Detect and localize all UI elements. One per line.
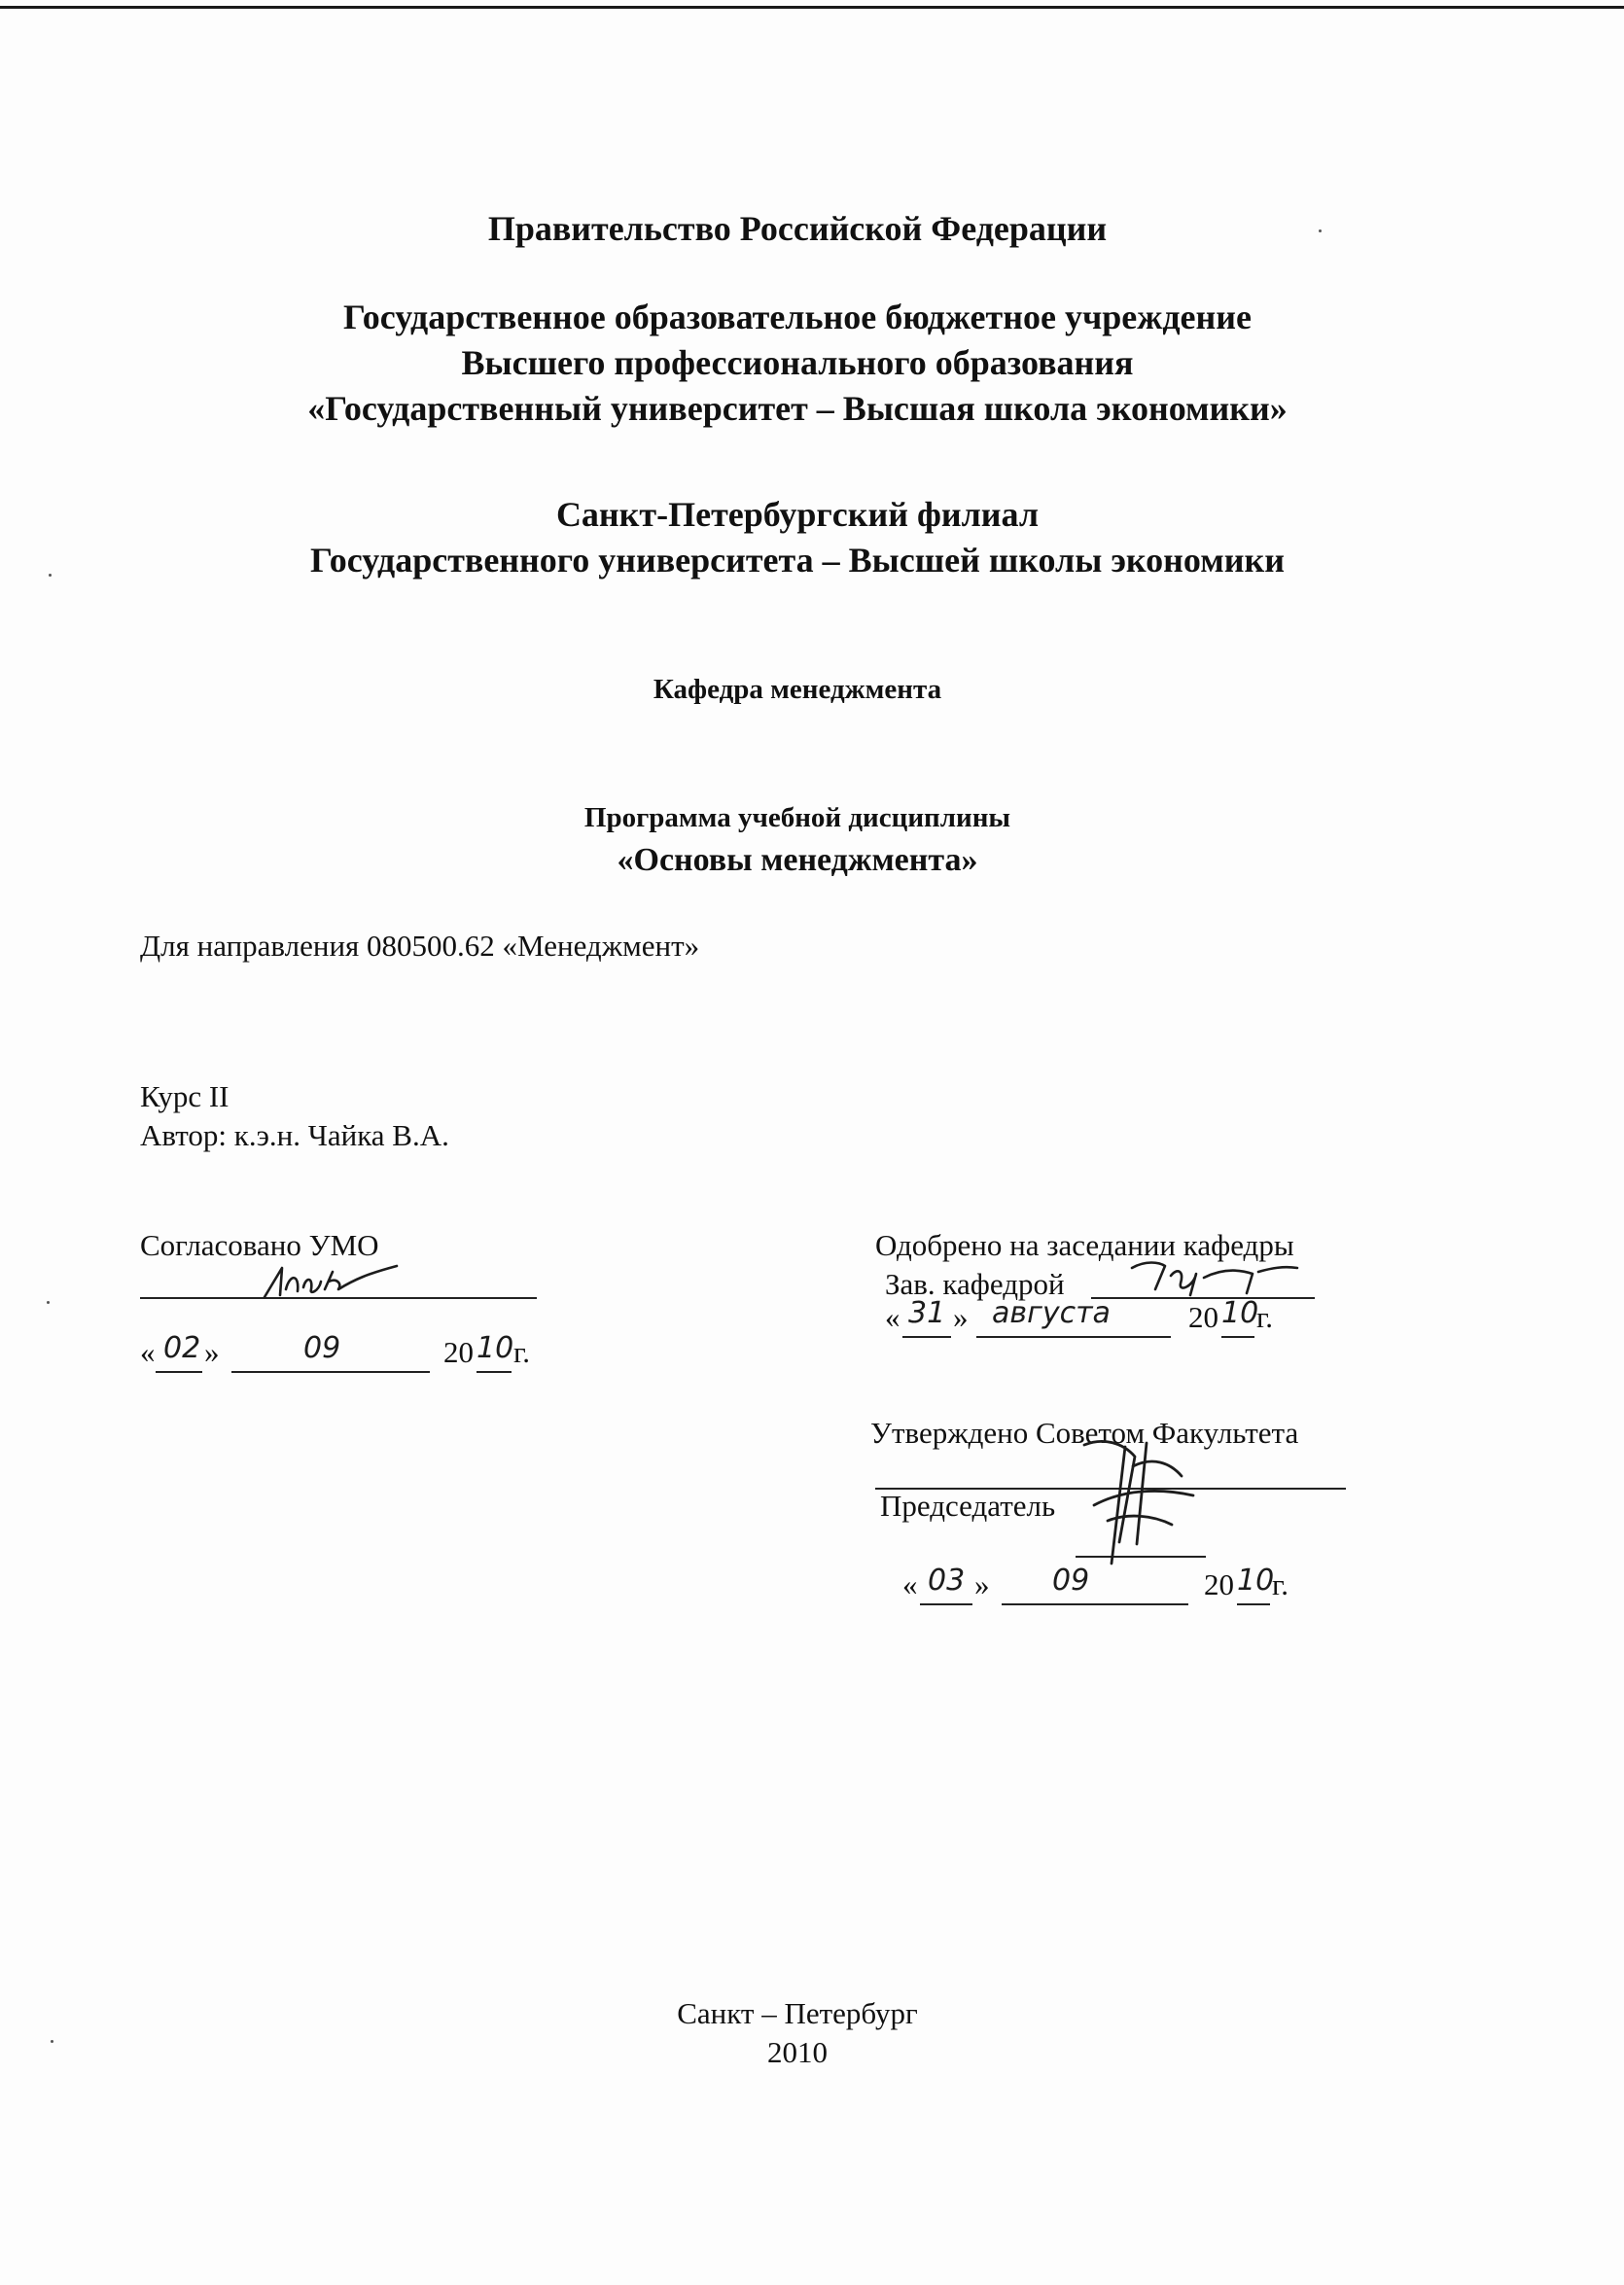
umo-signature <box>261 1260 406 1303</box>
department-date-close-quote: » <box>953 1300 969 1334</box>
umo-day-line <box>156 1371 202 1373</box>
course-text: Курс II <box>140 1079 229 1113</box>
umo-year-line <box>477 1371 512 1373</box>
department-year-prefix: 20 <box>1188 1300 1218 1334</box>
department-year-suffix: 10 <box>1221 1296 1259 1330</box>
institution-line-1: Государственное образовательное бюджетное учреждение <box>343 298 1252 336</box>
council-year-suffix: 10 <box>1237 1564 1275 1598</box>
department-date-day: 31 <box>908 1296 946 1330</box>
council-chair-signature <box>1065 1427 1201 1573</box>
department-day-line <box>902 1336 951 1338</box>
umo-date-close-quote: » <box>204 1335 220 1369</box>
council-year-end: г. <box>1272 1567 1289 1601</box>
council-year-line <box>1237 1603 1270 1605</box>
scan-speck <box>47 1301 50 1304</box>
umo-date-month: 09 <box>303 1331 341 1365</box>
umo-year-end: г. <box>513 1335 530 1369</box>
council-date-month: 09 <box>1052 1564 1090 1598</box>
umo-year-prefix: 20 <box>443 1335 474 1369</box>
umo-date <box>140 1335 156 1370</box>
umo-approval-label: Согласовано УМО <box>140 1228 379 1262</box>
scan-top-edge <box>0 6 1624 9</box>
council-chair-label: Председатель <box>880 1489 1056 1523</box>
council-year-prefix: 20 <box>1204 1567 1234 1601</box>
council-month-line <box>1002 1603 1188 1605</box>
department-head-label: Зав. кафедрой <box>885 1267 1065 1301</box>
council-approval-label: Утверждено Советом Факультета <box>870 1416 1299 1450</box>
discipline-title: «Основы менеджмента» <box>617 842 978 878</box>
council-date-close-quote: » <box>974 1567 990 1601</box>
government-title: Правительство Российской Федерации <box>487 209 1108 248</box>
department-head-signature <box>1126 1256 1301 1301</box>
department-date-month: августа <box>992 1296 1111 1330</box>
department-month-line <box>976 1336 1171 1338</box>
footer-city: Санкт – Петербург <box>677 1996 918 2030</box>
scan-speck <box>1319 229 1322 232</box>
council-date-open-quote: « <box>902 1567 918 1601</box>
department-date-open-quote: « <box>885 1300 900 1334</box>
umo-month-line <box>231 1371 430 1373</box>
department-year-line <box>1221 1336 1254 1338</box>
scan-speck <box>49 574 52 577</box>
institution-line-2: Высшего профессионального образования <box>461 343 1134 382</box>
department-year-end: г. <box>1256 1300 1273 1334</box>
footer-year: 2010 <box>767 2035 828 2069</box>
council-date-day: 03 <box>928 1564 966 1598</box>
council-day-line <box>920 1603 972 1605</box>
program-label: Программа учебной дисциплины <box>583 802 1011 833</box>
umo-date-day: 02 <box>163 1331 201 1365</box>
direction-text: Для направления 080500.62 «Менеджмент» <box>140 929 700 963</box>
branch-line-1: Санкт-Петербургский филиал <box>555 495 1040 534</box>
department-title: Кафедра менеджмента <box>653 674 942 705</box>
scan-speck <box>51 2040 53 2043</box>
institution-line-3: «Государственный университет – Высшая школа экономики» <box>307 389 1288 428</box>
umo-year-suffix: 10 <box>477 1331 514 1365</box>
department-approval-label: Одобрено на заседании кафедры <box>875 1228 1294 1262</box>
author-text: Автор: к.э.н. Чайка В.А. <box>140 1118 449 1152</box>
branch-line-2: Государственного университета – Высшей школы экономики <box>310 541 1285 580</box>
umo-date-open-quote: « <box>140 1335 156 1369</box>
